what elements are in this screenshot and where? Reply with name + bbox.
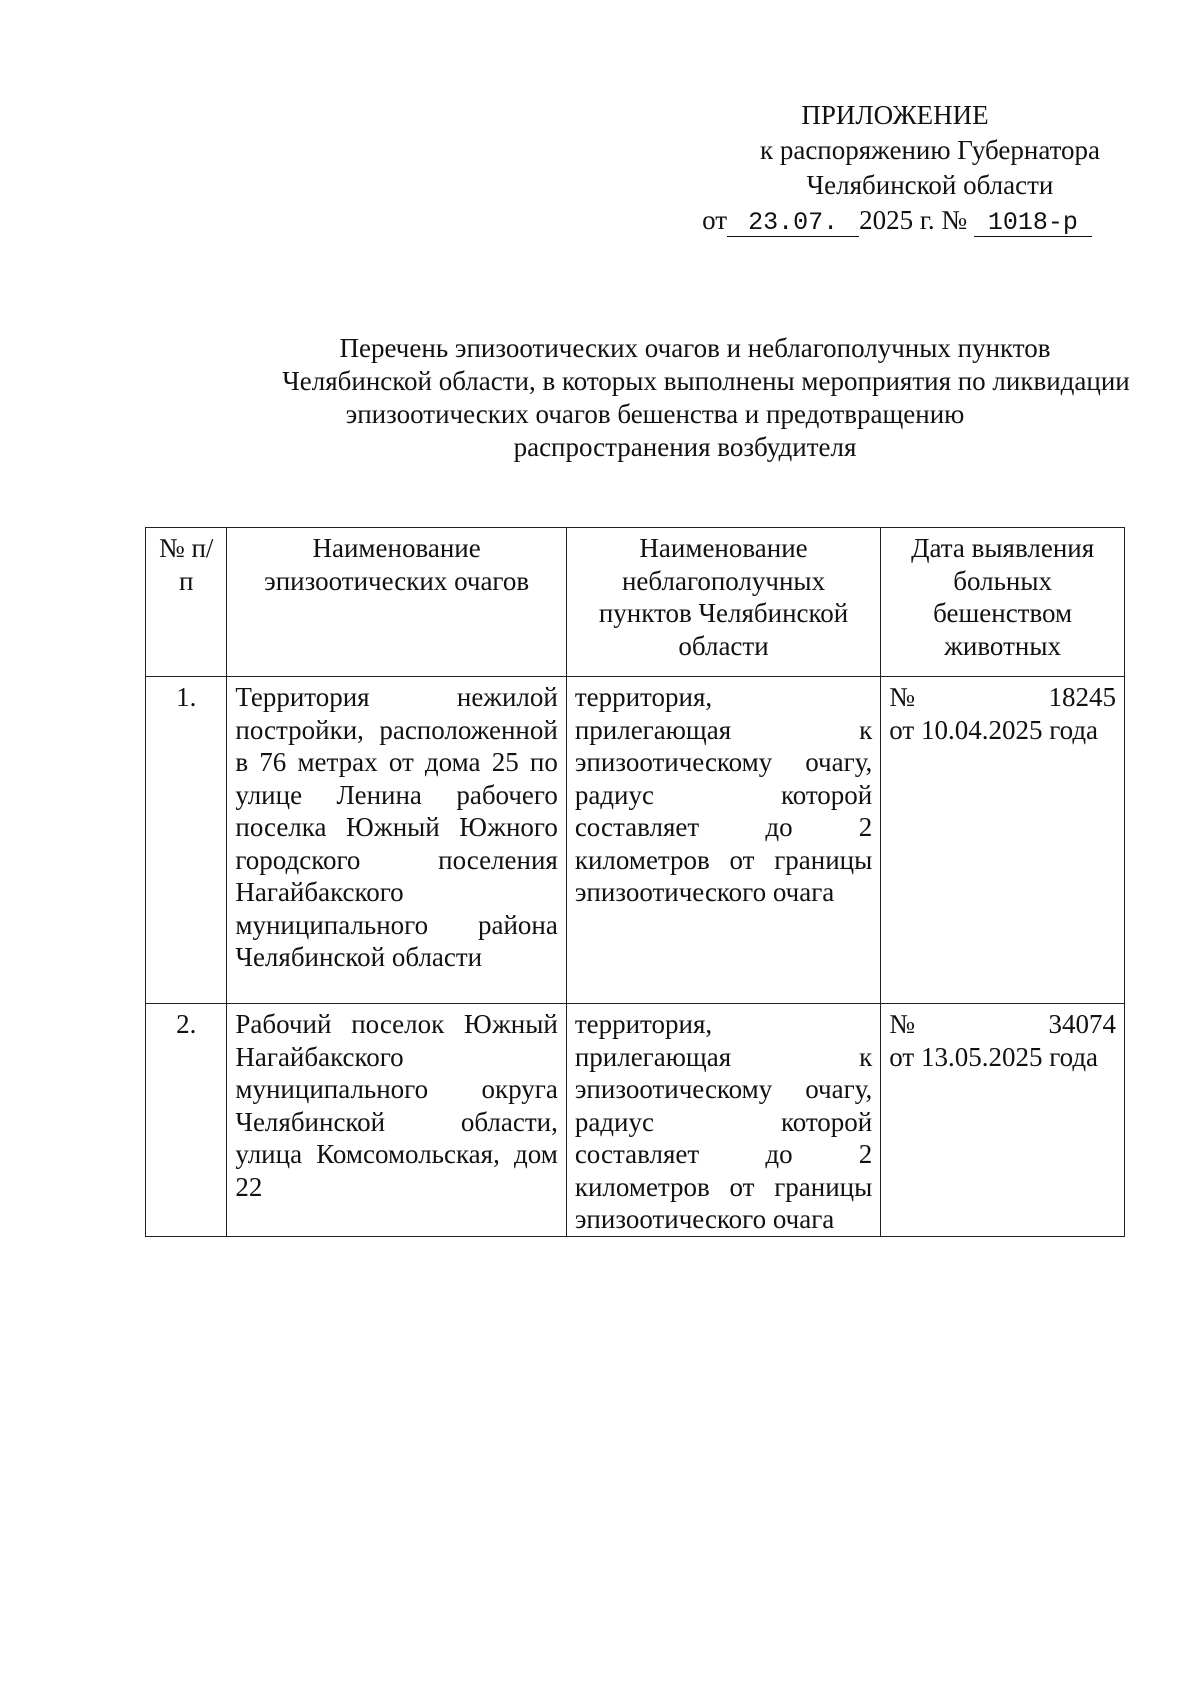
foci-table (145, 527, 1125, 1237)
order-number: 1018-р (974, 209, 1092, 237)
header-foci: Наименование эпизоотических очагов (227, 528, 566, 677)
document-title (200, 332, 1150, 464)
appendix-order-line: к распоряжению Губернатора (759, 135, 1101, 165)
header-points: Наименование неблагополучных пунктов Челябинской области (566, 528, 880, 677)
focus-cell: Рабочий поселок Южный Нагайбакского муниципального округа Челябинской области, улица Комсомольская, дом 22 (227, 1004, 566, 1237)
header-date: Дата выявления больных бешенством животных (881, 528, 1125, 677)
date-number-line (889, 1008, 1116, 1041)
header-num: № п/п (146, 528, 227, 677)
year-part: 2025 г. № (859, 205, 968, 235)
row-number: 1. (146, 677, 227, 1004)
date-text: от 13.05.2025 года (889, 1041, 1099, 1072)
row-number: 2. (146, 1004, 227, 1237)
registration-number: 34074 (1048, 1009, 1116, 1039)
number-sign: № (889, 1009, 916, 1039)
registration-number: 18245 (1048, 682, 1116, 712)
appendix-region-line: Челябинской области (806, 170, 1054, 200)
date-cell (881, 1004, 1125, 1237)
title-line-2: Челябинской области, в которых выполнены мероприятия по ликвидации (282, 366, 1130, 396)
appendix-title: ПРИЛОЖЕНИЕ (801, 100, 989, 130)
table-header-row (146, 528, 1125, 677)
number-sign: № (889, 682, 916, 712)
point-cell: территория, прилегающая к эпизоотическому очагу, радиус которой составляет до 2 километров от границы эпизоотического очага (566, 1004, 880, 1237)
appendix-header (600, 98, 1130, 238)
point-cell: территория, прилегающая к эпизоотическому очагу, радиус которой составляет до 2 километров от границы эпизоотического очага (566, 677, 880, 1004)
title-line-4: распространения возбудителя (513, 432, 857, 462)
appendix-date-line (600, 203, 1130, 238)
date-text: от 10.04.2025 года (889, 714, 1099, 745)
table-row (146, 677, 1125, 1004)
title-line-1: Перечень эпизоотических очагов и неблагополучных пунктов (339, 333, 1051, 363)
date-number-line (889, 681, 1116, 714)
date-cell (881, 677, 1125, 1004)
table-row (146, 1004, 1125, 1237)
title-line-3: эпизоотических очагов бешенства и предотвращению (345, 399, 965, 429)
focus-cell: Территория нежилой постройки, расположенной в 76 метрах от дома 25 по улице Ленина рабочего поселка Южный Южного городского поселения Нагайбакского муниципального района Челябинской области (227, 677, 566, 1004)
date-value: 23.07. (727, 209, 859, 237)
date-prefix: от (702, 205, 728, 235)
